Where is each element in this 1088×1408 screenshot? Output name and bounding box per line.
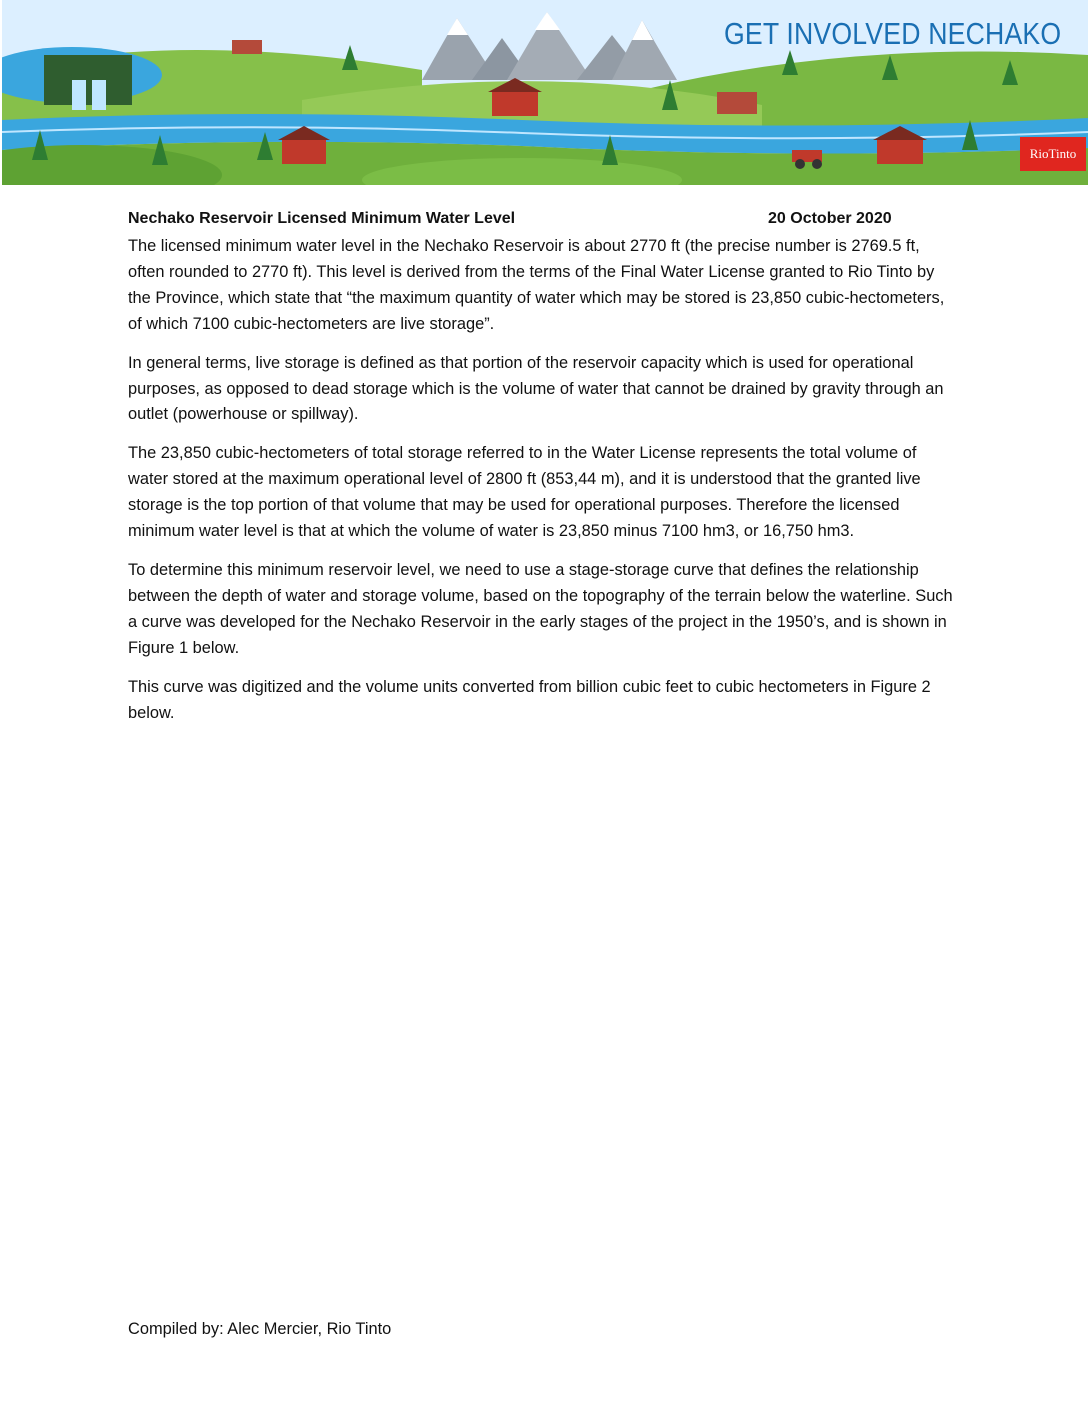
banner-title: GET INVOLVED NECHAKO bbox=[724, 16, 1062, 51]
paragraph-5: This curve was digitized and the volume units converted from billion cubic feet to cubic hectometers in Figure 2 below. bbox=[128, 677, 931, 722]
paragraph-1: The licensed minimum water level in the Nechako Reservoir is about 2770 ft (the precise number is 2769.5 ft, often rounded to 2770 ft). This level is derived from the terms of the Final Water License granted to Rio Tinto by the Province, which state that “the maximum quantity of water which may be stored is 23,850 cubic-hectometers, of which 7100 cubic-hectometers are live storage”. bbox=[128, 237, 945, 333]
document-title: Nechako Reservoir Licensed Minimum Water Level bbox=[128, 210, 516, 227]
document-body bbox=[128, 206, 958, 739]
paragraph-3: The 23,850 cubic-hectometers of total storage referred to in the Water License represents the total volume of water stored at the maximum operational level of 2800 ft (853,44 m), and it is understood that the granted live storage is the top portion of that volume that may be used for operational purposes. Therefore the licensed minimum water level is that at which the volume of water is 23,850 minus 7100 hm3, or 16,750 hm3. bbox=[128, 444, 921, 541]
document-date: 20 October 2020 bbox=[768, 210, 892, 227]
paragraph-2: In general terms, live storage is defined as that portion of the reservoir capacity which is used for operational purposes, as opposed to dead storage which is the volume of water that cannot be drained by gravity through an outlet (powerhouse or spillway). bbox=[128, 353, 944, 424]
compiled-by-footer: Compiled by: Alec Mercier, Rio Tinto bbox=[128, 1320, 392, 1338]
rio-tinto-logo: RioTinto bbox=[1020, 137, 1086, 171]
document-heading bbox=[128, 206, 958, 234]
paragraph-4: To determine this minimum reservoir level, we need to use a stage-storage curve that defines the relationship between the depth of water and storage volume, based on the topography of the terrain below the waterline. Such a curve was developed for the Nechako Reservoir in the early stages of the project in the 1950’s, and is shown in Figure 1 below. bbox=[128, 560, 953, 657]
header-banner bbox=[2, 0, 1088, 185]
